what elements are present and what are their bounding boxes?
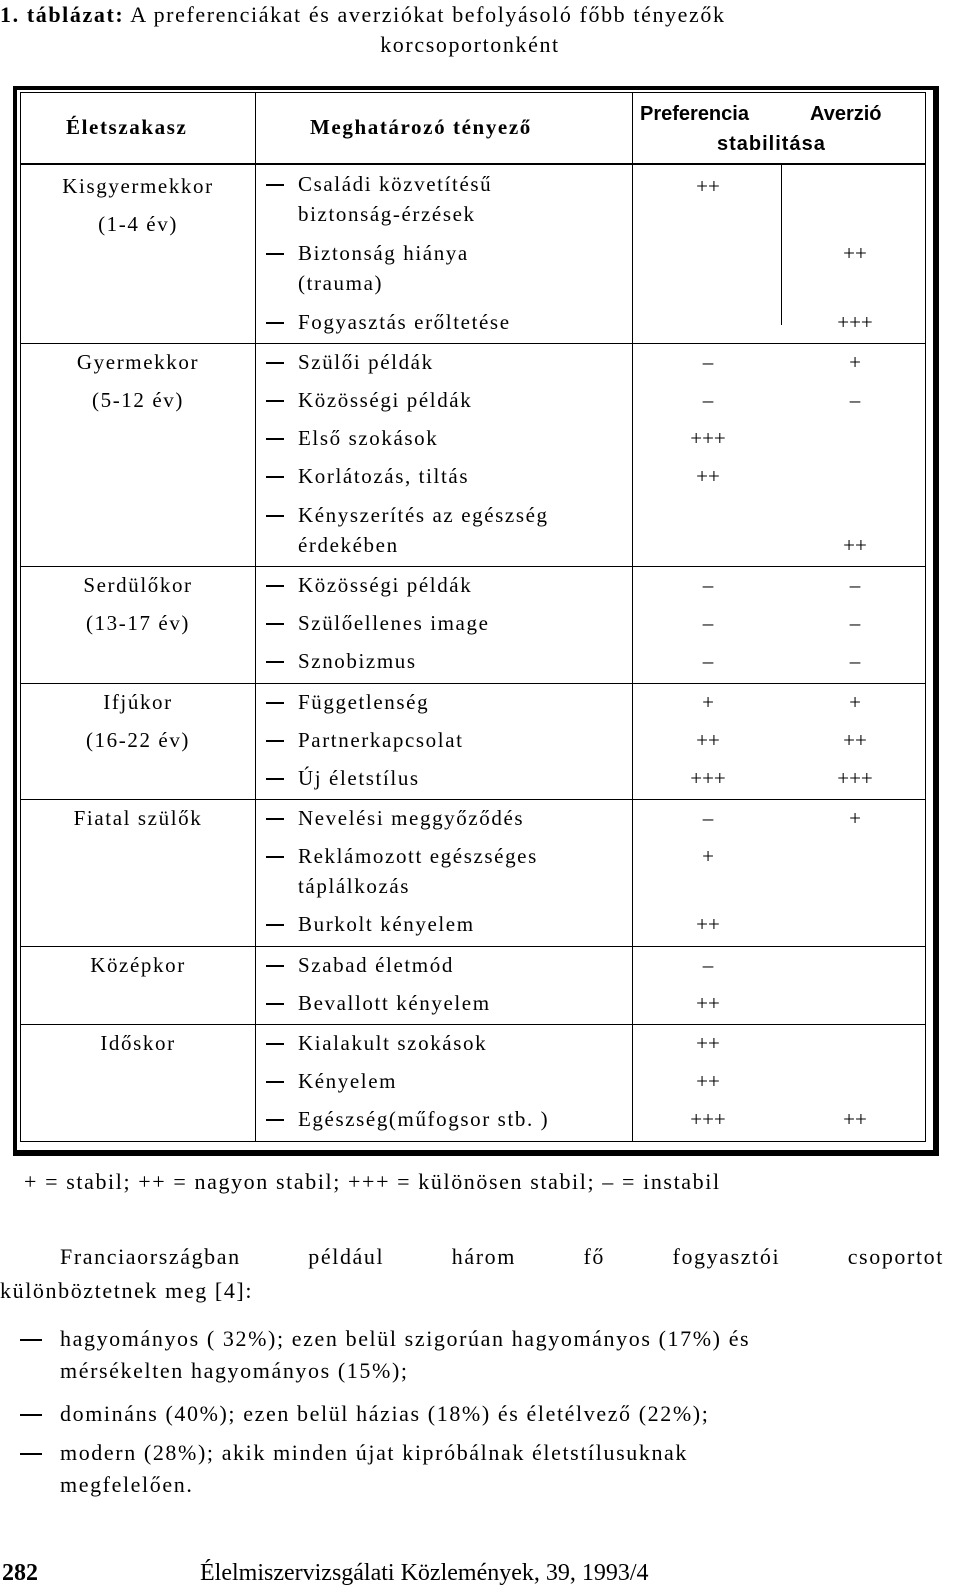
dash-mark [266,476,284,478]
dash-mark [266,924,284,926]
factor-item: Első szokások [266,426,438,451]
stage-range: (13-17 év) [85,611,191,635]
factor-item: Sznobizmus [266,649,417,674]
stage-name: Ifjúkor [103,690,173,714]
preference-mark: – [702,388,714,412]
dash-mark [266,1119,284,1121]
preference-mark: – [702,573,714,597]
table-legend: + = stabil; ++ = nagyon stabil; +++ = különösen stabil; – = instabil [24,1169,721,1194]
row-divider [20,799,926,800]
preference-mark: – [702,806,714,830]
factor-item: Függetlenség [266,690,429,715]
dash-mark [266,623,284,625]
stage-range: (5-12 év) [92,388,184,412]
factor-item: Szülői példák [266,350,434,375]
factor-item: Családi közvetítésű biztonság-érzések [266,172,492,197]
column-divider [781,165,782,325]
stage-range: (16-22 év) [85,728,191,752]
row-divider [20,566,926,567]
factor-item: Egészség(műfogsor stb. ) [266,1107,549,1132]
preference-mark: ++ [696,728,720,752]
preference-mark: ++ [696,1069,720,1093]
dash-mark [266,1003,284,1005]
stage-range: (1-4 év) [98,212,178,236]
bullet-dash [20,1414,42,1416]
preference-mark: – [702,649,714,673]
preference-mark: – [702,611,714,635]
aversion-mark: ++ [843,241,867,265]
preference-mark: ++ [696,464,720,488]
bullet-dash [20,1453,42,1455]
header-factor: Meghatározó tényező [310,115,532,139]
row-divider [20,1024,926,1025]
caption-label: táblázat: [26,2,125,27]
aversion-mark: + [849,690,861,714]
stage-name: Kisgyermekkor [62,174,214,198]
factor-item: Partnerkapcsolat [266,728,464,753]
factor-item: Korlátozás, tiltás [266,464,469,489]
column-divider [632,92,633,1142]
factor-item: Új életstílus [266,766,420,791]
dash-mark [266,818,284,820]
aversion-mark: – [849,388,861,412]
preference-mark: ++ [696,912,720,936]
dash-mark [266,253,284,255]
paragraph-line-2: különböztetnek meg [4]: [0,1278,254,1303]
dash-mark [266,661,284,663]
dash-mark [266,515,284,517]
aversion-mark: +++ [837,310,873,334]
aversion-mark: – [849,573,861,597]
preference-mark: + [702,844,714,868]
preference-mark: +++ [690,766,726,790]
dash-mark [266,702,284,704]
preference-mark: +++ [690,1107,726,1131]
dash-mark [266,400,284,402]
paragraph-line-1: Franciaországban például három fő fogyasztói csoportot [60,1244,944,1269]
factor-item: Szülőellenes image [266,611,490,636]
dash-mark [266,362,284,364]
factor-item: Szabad életmód [266,953,454,978]
preference-mark: – [702,953,714,977]
preference-mark: +++ [690,426,726,450]
factor-item: Kényszerítés az egészség érdekében [266,503,549,528]
aversion-mark: – [849,611,861,635]
dash-mark [266,1043,284,1045]
row-divider [20,946,926,947]
stage-name: Fiatal szülők [73,806,203,830]
aversion-mark: ++ [843,728,867,752]
dash-mark [266,585,284,587]
header-divider [20,163,926,165]
preference-mark: ++ [696,174,720,198]
header-preference: Preferencia [640,103,749,125]
factor-item: Bevallott kényelem [266,991,491,1016]
dash-mark [266,778,284,780]
dash-mark [266,1081,284,1083]
caption-line-1 [0,2,726,28]
factor-item: Nevelési meggyőződés [266,806,524,831]
factor-item: Reklámozott egészséges táplálkozás [266,844,538,869]
stage-name: Időskor [100,1031,176,1055]
preference-mark: ++ [696,991,720,1015]
aversion-mark: + [849,350,861,374]
aversion-mark: ++ [843,533,867,557]
header-stage: Életszakasz [66,115,188,139]
factor-item: Közösségi példák [266,573,472,598]
journal-citation: Élelmiszervizsgálati Közlemények, 39, 1993/4 [200,1560,649,1586]
dash-mark [266,438,284,440]
factor-item: Közösségi példák [266,388,472,413]
dash-mark [266,740,284,742]
caption-title: A preferenciákat és averziókat befolyásoló főbb tényezők [130,2,726,27]
row-divider [20,683,926,684]
factor-item: Biztonság hiánya (trauma) [266,241,469,266]
page-number: 282 [2,1560,38,1586]
preference-mark: – [702,350,714,374]
stage-name: Középkor [90,953,186,977]
caption-number: 1. [0,2,20,27]
aversion-mark: – [849,649,861,673]
aversion-mark: + [849,806,861,830]
caption-line-2: korcsoportonként [380,32,560,57]
header-stability: stabilitása [717,133,826,155]
preference-mark: ++ [696,1031,720,1055]
stage-name: Serdülőkor [83,573,193,597]
preference-mark: + [702,690,714,714]
aversion-mark: ++ [843,1107,867,1131]
row-divider [20,343,926,344]
header-aversion: Averzió [810,103,882,125]
factor-item: Kényelem [266,1069,397,1094]
stage-name: Gyermekkor [76,350,200,374]
dash-mark [266,184,284,186]
factor-item: Fogyasztás erőltetése [266,310,511,335]
dash-mark [266,856,284,858]
aversion-mark: +++ [837,766,873,790]
factor-item: Kialakult szokások [266,1031,487,1056]
factor-item: Burkolt kényelem [266,912,475,937]
dash-mark [266,965,284,967]
dash-mark [266,322,284,324]
body-paragraph [0,1244,944,1304]
bullet-dash [20,1339,42,1341]
